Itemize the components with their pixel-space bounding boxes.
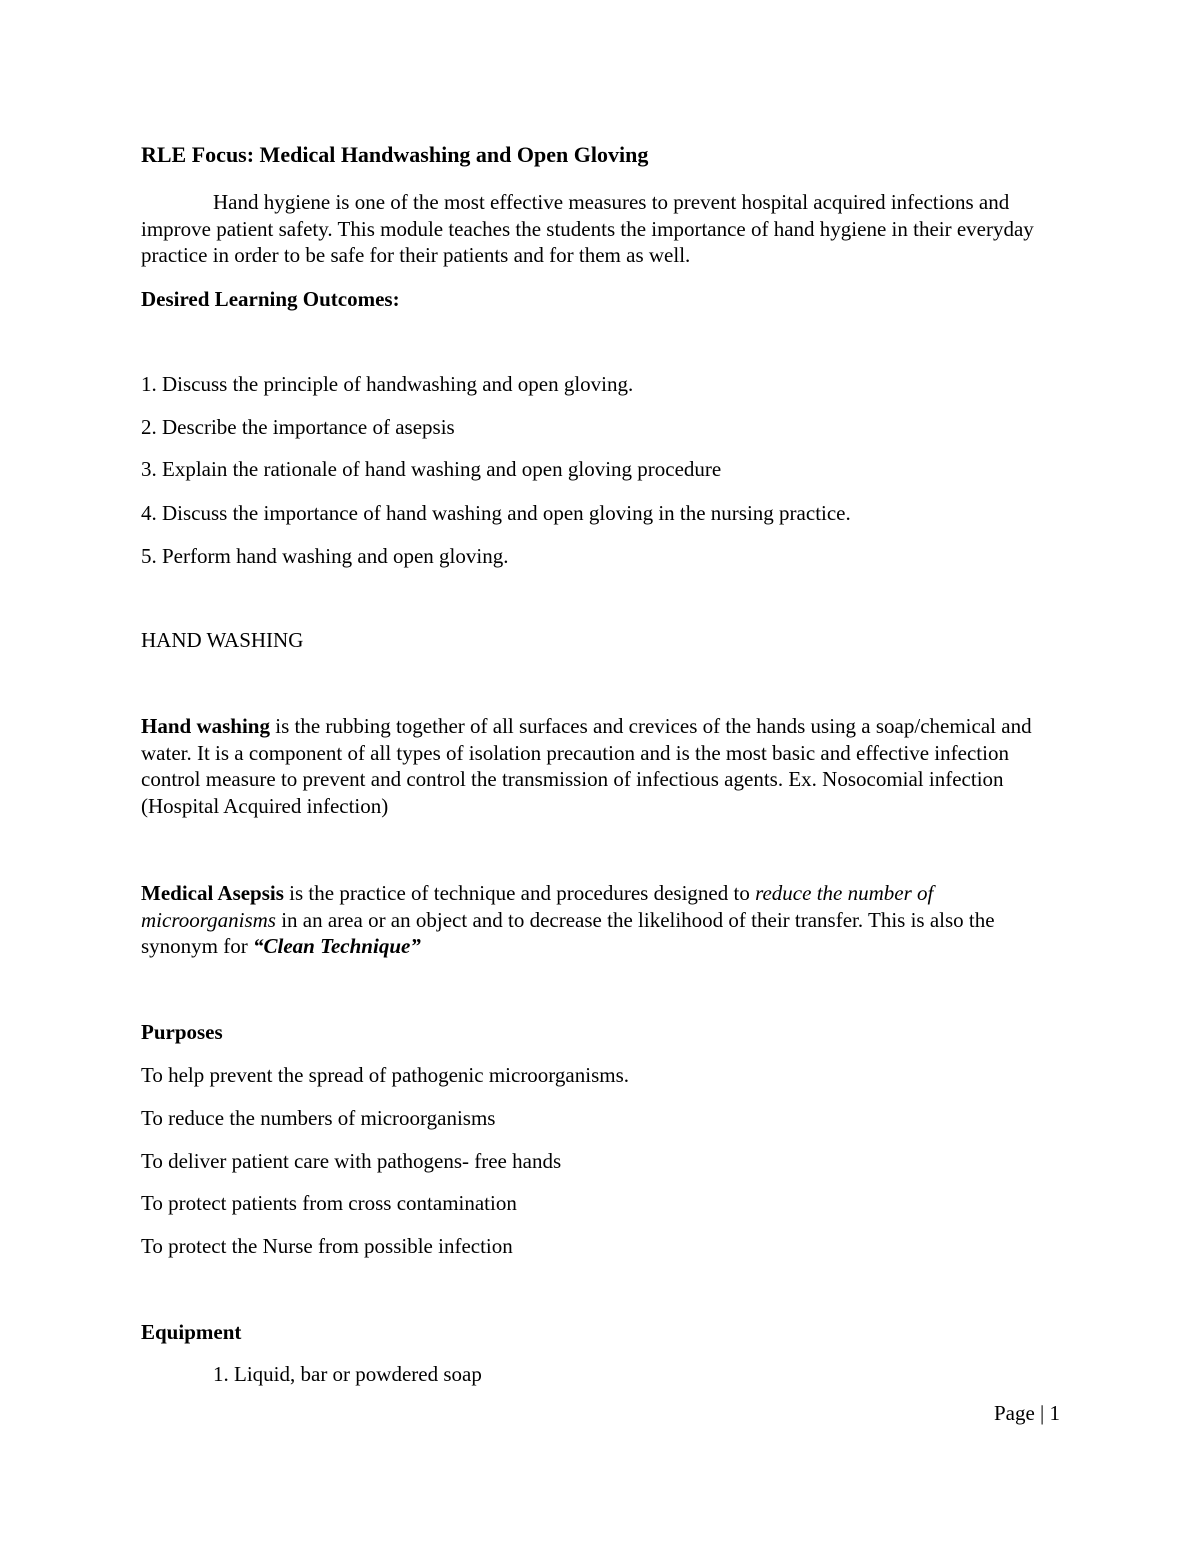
purpose-item: To protect patients from cross contamination: [141, 1191, 517, 1215]
purpose-item: To protect the Nurse from possible infection: [141, 1234, 513, 1258]
medical-asepsis-term: Medical Asepsis: [141, 881, 284, 905]
hand-washing-term: Hand washing: [141, 714, 270, 738]
outcomes-heading: Desired Learning Outcomes:: [141, 287, 400, 311]
outcome-item: 4. Discuss the importance of hand washing and open gloving in the nursing practice.: [141, 501, 851, 525]
purposes-heading: Purposes: [141, 1020, 223, 1044]
outcome-item: 3. Explain the rationale of hand washing and open gloving procedure: [141, 457, 722, 481]
equipment-heading: Equipment: [141, 1320, 242, 1344]
hand-washing-text: is the rubbing together of all surfaces and crevices of the hands using a soap/chemical and water. It is a component of all types of isolation precaution and is the most basic and effective infection control measure to prevent and control the transmission of infectious agents. Ex. Nosocomial infection (Hospital Acquired infection): [141, 714, 1032, 818]
medical-asepsis-definition: [141, 880, 1061, 960]
outcome-item: 1. Discuss the principle of handwashing and open gloving.: [141, 372, 634, 396]
purpose-item: To deliver patient care with pathogens- free hands: [141, 1149, 562, 1173]
section-heading: HAND WASHING: [141, 628, 304, 652]
page-number: Page | 1: [993, 1401, 1060, 1425]
medical-asepsis-text-2: in an area or an object and to decrease the likelihood of their transfer. This is also the synonym for: [141, 907, 995, 959]
equipment-item: 1. Liquid, bar or powdered soap: [213, 1362, 482, 1386]
document-title: RLE Focus: Medical Handwashing and Open Gloving: [141, 142, 649, 167]
outcome-item: 2. Describe the importance of asepsis: [141, 415, 455, 439]
clean-technique-term: “Clean Technique”: [253, 934, 421, 959]
intro-paragraph: Hand hygiene is one of the most effective measures to prevent hospital acquired infections and improve patient safety. This module teaches the students the importance of hand hygiene in their everyday practice in order to be safe for their patients and for them as well.: [141, 190, 1034, 268]
outcome-item: 5. Perform hand washing and open gloving.: [141, 544, 509, 568]
medical-asepsis-text: is the practice of technique and procedures designed to: [283, 881, 756, 905]
purpose-item: To reduce the numbers of microorganisms: [141, 1106, 496, 1130]
purpose-item: To help prevent the spread of pathogenic microorganisms.: [141, 1063, 630, 1087]
medical-asepsis-emphasis: reduce the number of microorganisms: [141, 881, 934, 932]
hand-washing-definition: [141, 713, 1061, 819]
